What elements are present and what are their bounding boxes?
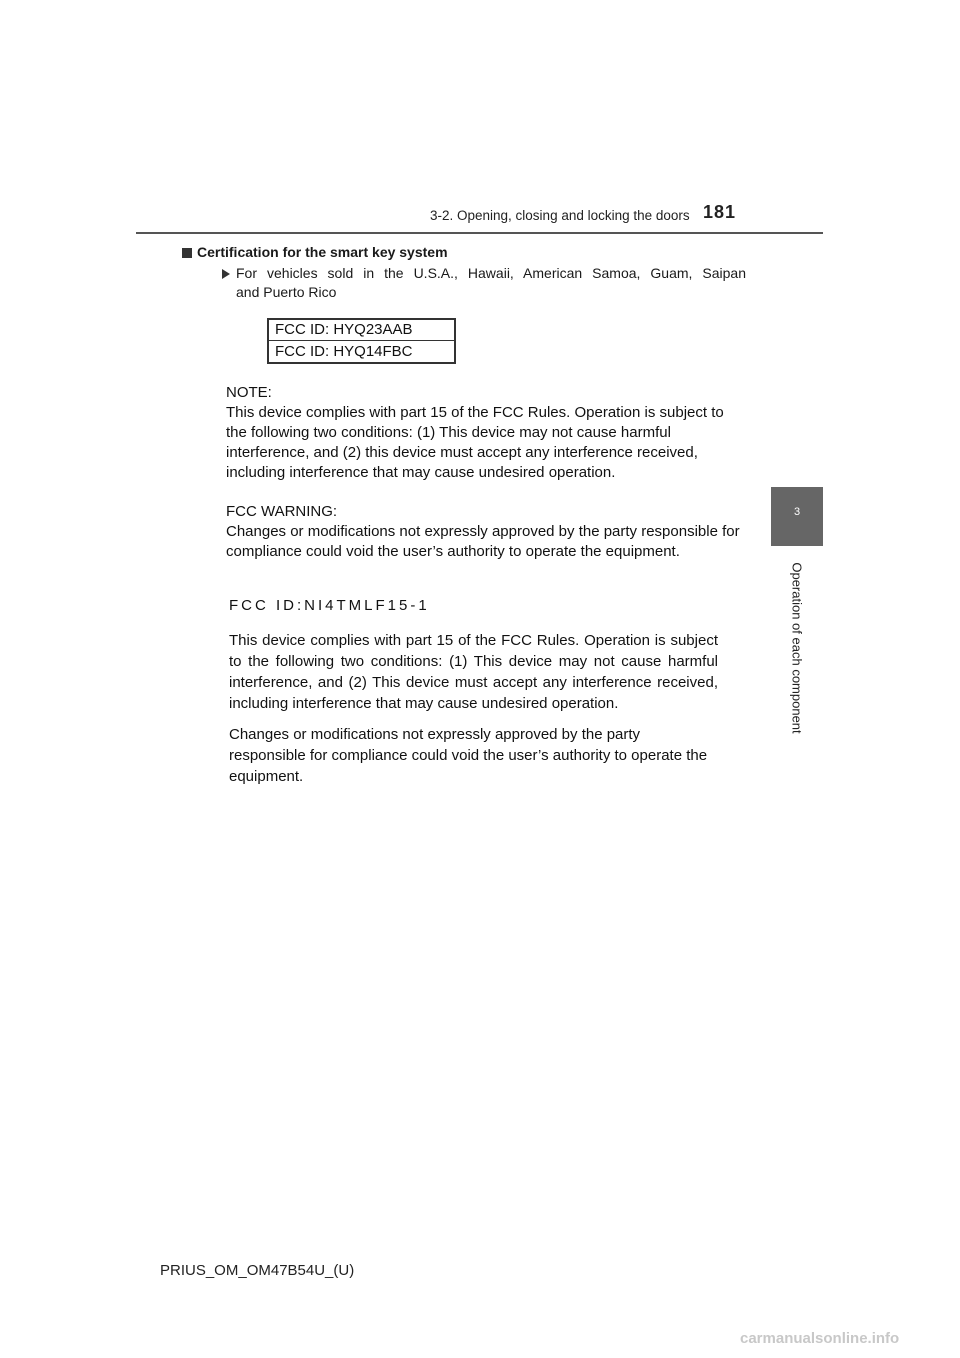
square-bullet-icon xyxy=(182,248,192,258)
section-heading xyxy=(182,244,448,260)
warning-label: FCC WARNING: xyxy=(226,503,338,520)
fcc-id-2: FCC ID: HYQ14FBC xyxy=(275,343,413,360)
fcc-id-second: FCC ID:NI4TMLF15-1 xyxy=(229,597,430,614)
side-tab-number: 3 xyxy=(771,487,823,546)
bullet-line-2: and Puerto Rico xyxy=(236,284,337,300)
header-rule xyxy=(136,232,823,234)
changes-text: Changes or modifications not expressly approved by the party responsible for compliance could void the user’s authority to operate the equipment. xyxy=(229,726,708,785)
section-heading-text: Certification for the smart key system xyxy=(197,244,448,260)
note-text: This device complies with part 15 of the FCC Rules. Operation is subject to the following two conditions: (1) This device may not cause harmful interference, and (2) this device must accept any interference received, including interference that may cause undesired operation. xyxy=(226,404,724,481)
header-title: 3-2. Opening, closing and locking the doors xyxy=(430,208,690,223)
footer-doc-id: PRIUS_OM_OM47B54U_(U) xyxy=(160,1262,355,1279)
side-tab-label-text: Operation of each component xyxy=(789,562,805,734)
note-block xyxy=(226,383,746,483)
bullet-text-1: For vehicles sold in the U.S.A., Hawaii, American Samoa, Guam, Saipan xyxy=(236,265,746,281)
side-tab-label xyxy=(771,546,823,750)
triangle-bullet-icon xyxy=(222,269,230,279)
bullet-line-1 xyxy=(222,264,746,283)
fcc-box-divider xyxy=(269,340,454,341)
warning-text: Changes or modifications not expressly approved by the party responsible for compliance could void the user’s authority to operate the equipment. xyxy=(226,523,740,560)
bullet-item xyxy=(222,264,746,302)
fcc-id-1: FCC ID: HYQ23AAB xyxy=(275,321,413,338)
fcc-id-box xyxy=(267,318,456,364)
warning-block xyxy=(226,502,746,562)
watermark: carmanualsonline.info xyxy=(740,1330,900,1347)
compliance-text: This device complies with part 15 of the FCC Rules. Operation is subject to the following two conditions: (1) This device may not cause harmful interference, and (2) This device must accept any interference received, including interference that may cause undesired operation. xyxy=(229,632,718,712)
page-number: 181 xyxy=(703,202,737,222)
note-label: NOTE: xyxy=(226,384,272,401)
